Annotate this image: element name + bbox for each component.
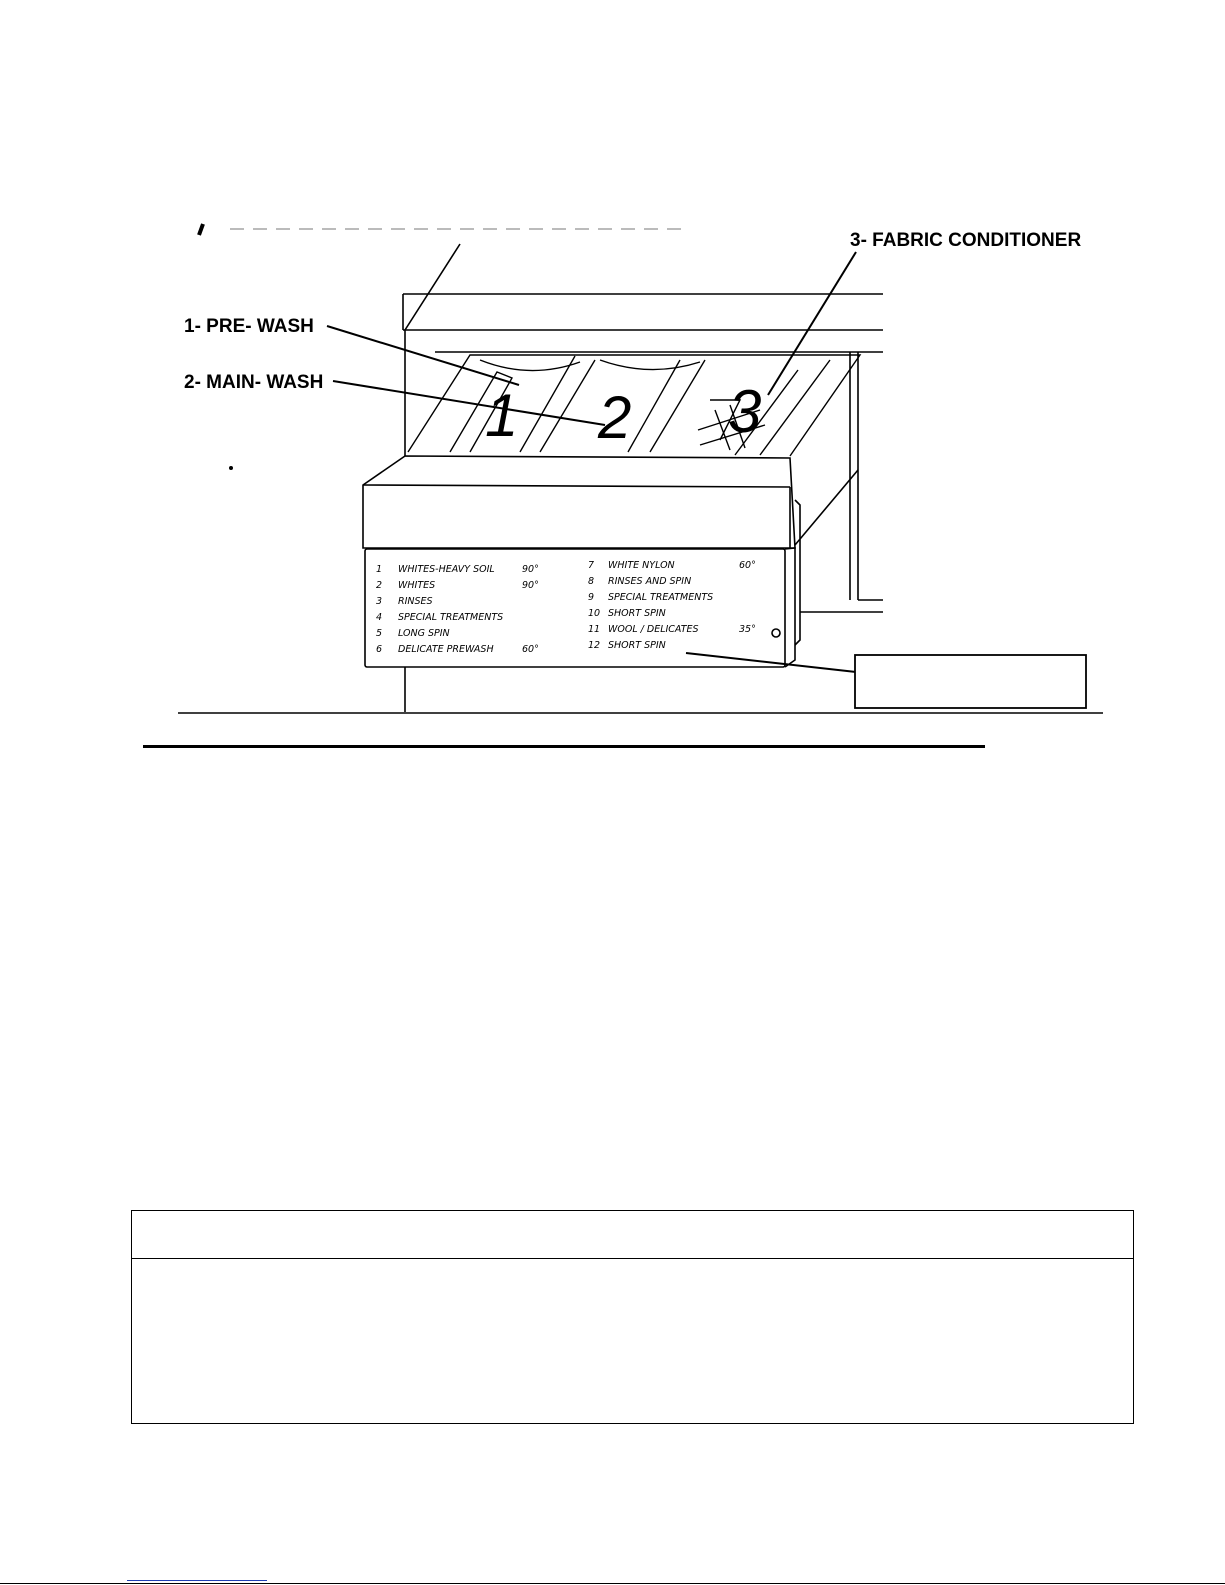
programme-name: SHORT SPIN: [608, 608, 666, 619]
footer-link-underline[interactable]: [127, 1580, 267, 1581]
programme-temperature: 35°: [739, 624, 756, 635]
programme-temperature: 90°: [522, 580, 539, 591]
programme-name: WHITE NYLON: [608, 560, 675, 571]
note-box-divider: [132, 1258, 1133, 1259]
compartment-number-3: 3: [728, 378, 762, 445]
programme-number: 9: [588, 592, 595, 603]
callout-pre-wash: 1- PRE- WASH: [184, 316, 314, 337]
programme-name: SPECIAL TREATMENTS: [608, 592, 714, 603]
label-box: [855, 655, 1086, 708]
programme-name: SHORT SPIN: [608, 640, 666, 651]
programme-name: LONG SPIN: [398, 628, 450, 639]
detergent-drawer-illustration: [0, 0, 1225, 760]
callout-main-wash: 2- MAIN- WASH: [184, 372, 324, 393]
programme-number: 10: [588, 608, 601, 619]
drawer-compartments: [408, 355, 860, 456]
programme-number: 7: [588, 560, 595, 571]
callout-fabric-conditioner: 3- FABRIC CONDITIONER: [850, 230, 1082, 251]
note-box: [131, 1210, 1134, 1424]
programme-number: 1: [376, 564, 383, 575]
programme-number: 5: [376, 628, 383, 639]
programme-number: 2: [376, 580, 383, 591]
programme-number: 11: [588, 624, 601, 635]
programme-number: 12: [588, 640, 601, 651]
programme-temperature: 60°: [522, 644, 539, 655]
programme-temperature: 60°: [739, 560, 756, 571]
programme-name: RINSES: [398, 596, 433, 607]
footer-rule: [0, 1583, 1225, 1584]
programme-name: WHITES-HEAVY SOIL: [398, 564, 495, 575]
compartment-number-1: 1: [485, 382, 519, 449]
programme-name: RINSES AND SPIN: [608, 576, 692, 587]
compartment-number-2: 2: [598, 384, 632, 451]
programme-number: 4: [376, 612, 383, 623]
programme-name: WHITES: [398, 580, 436, 591]
programme-number: 3: [376, 596, 383, 607]
programme-number: 8: [588, 576, 595, 587]
programme-name: SPECIAL TREATMENTS: [398, 612, 504, 623]
programme-temperature: 90°: [522, 564, 539, 575]
programme-name: WOOL / DELICATES: [608, 624, 699, 635]
programme-name: DELICATE PREWASH: [398, 644, 494, 655]
programme-number: 6: [376, 644, 383, 655]
section-rule: [143, 745, 985, 748]
